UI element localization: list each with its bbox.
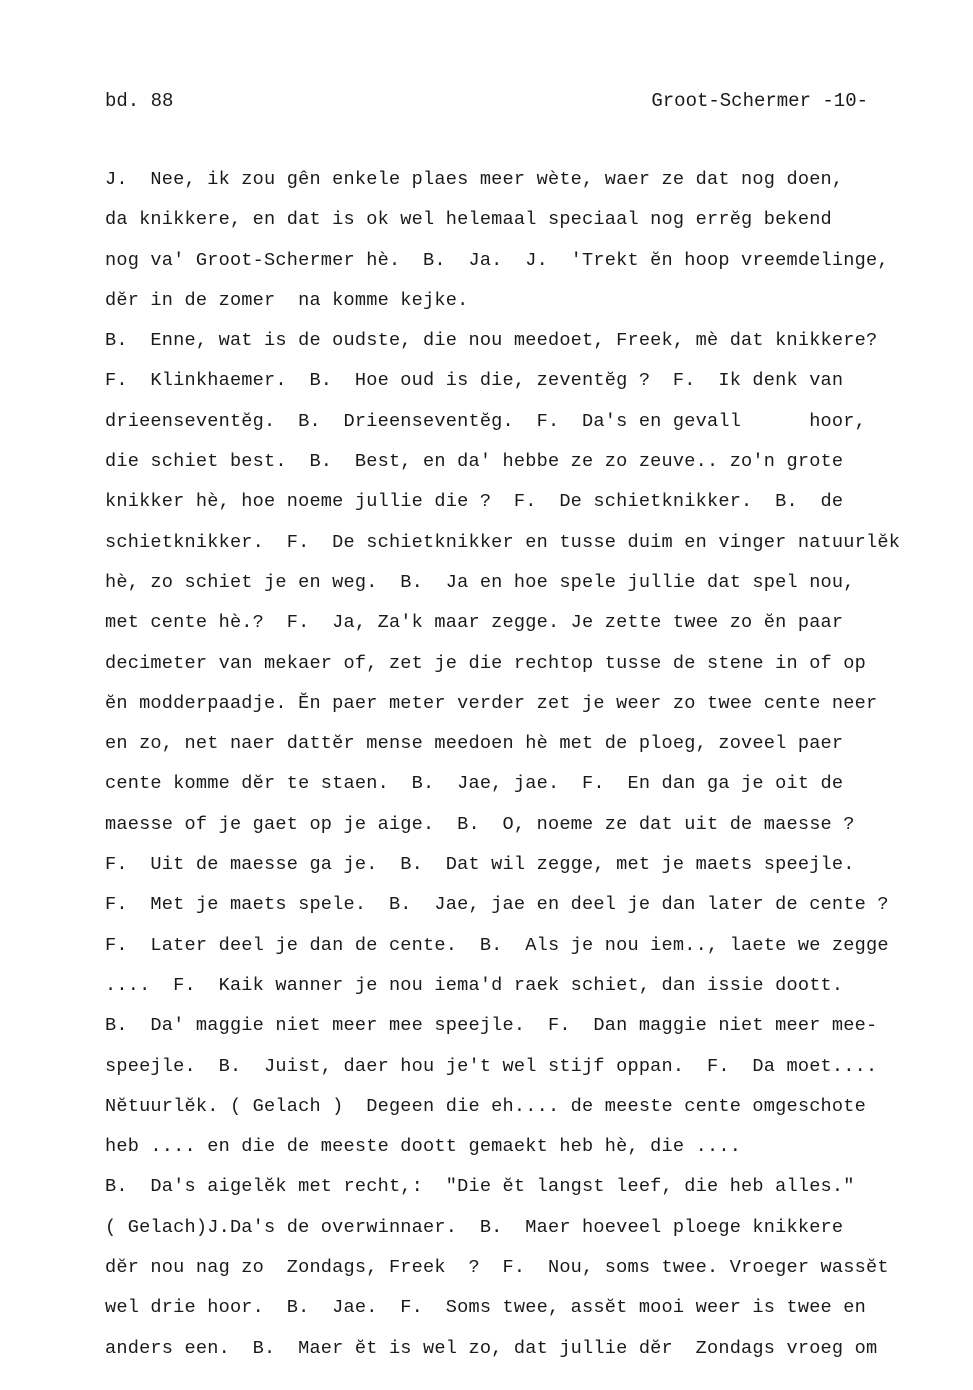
text-line: J. Nee, ik zou gên enkele plaes meer wète, waer ze dat nog doen, <box>105 169 844 190</box>
text-line: cente komme dĕr te staen. B. Jae, jae. F. En dan ga je oit de <box>105 773 844 795</box>
text-line: B. Da' maggie niet meer mee speejle. F. Dan maggie niet meer mee- <box>105 1015 878 1037</box>
text-line: dĕr nou nag zo Zondags, Freek ? F. Nou, soms twee. Vroeger wassĕt <box>105 1257 889 1279</box>
text-line: B. Da's aigelĕk met recht,: "Die ĕt langst leef, die heb alles." <box>105 1176 855 1198</box>
volume-label: bd. 88 <box>105 90 174 112</box>
text-line: schietknikker. F. De schietknikker en tusse duim en vinger natuurlĕk <box>105 531 901 553</box>
text-line: da knikkere, en dat is ok wel helemaal speciaal nog errĕg bekend <box>105 209 832 231</box>
text-line: nog va' Groot-Schermer hè. B. Ja. J. 'Trekt ĕn hoop vreemdelinge, <box>105 249 889 271</box>
text-line: dĕr in de zomer na komme kejke. <box>105 289 469 311</box>
text-line: F. Uit de maesse ga je. B. Dat wil zegge, met je maets speejle. <box>105 854 855 876</box>
page-title: Groot-Schermer -10- <box>651 90 868 112</box>
text-line: heb .... en die de meeste doott gemaekt heb hè, die .... <box>105 1136 742 1158</box>
text-line: ( Gelach)J.Da's de overwinnaer. B. Maer hoeveel ploege knikkere <box>105 1216 844 1238</box>
text-line: en zo, net naer dattĕr mense meedoen hè met de ploeg, zoveel paer <box>105 733 844 755</box>
text-line: decimeter van mekaer of, zet je die rechtop tusse de stene in of op <box>105 652 866 674</box>
text-line: F. Later deel je dan de cente. B. Als je nou iem.., laete we zegge <box>105 934 889 956</box>
text-line: drieenseventĕg. B. Drieenseventĕg. F. Da's en gevall hoor, <box>105 410 866 432</box>
text-line: B. Enne, wat is de oudste, die nou meedoet, Freek, mè dat knikkere? <box>105 330 878 352</box>
text-line: wel drie hoor. B. Jae. F. Soms twee, assĕt mooi weer is twee en <box>105 1297 866 1319</box>
text-line: F. Met je maets spele. B. Jae, jae en deel je dan later de cente ? <box>105 894 889 916</box>
text-line: Nĕtuurlĕk. ( Gelach ) Degeen die eh.... de meeste cente omgeschote <box>105 1095 866 1117</box>
text-line: .... F. Kaik wanner je nou iema'd raek schiet, dan issie doott. <box>105 974 844 996</box>
text-line: ĕn modderpaadje. Ĕn paer meter verder zet je weer zo twee cente neer <box>105 692 878 714</box>
text-line: maesse of je gaet op je aige. B. O, noeme ze dat uit de maesse ? <box>105 813 855 835</box>
text-line: anders een. B. Maer ĕt is wel zo, dat jullie dĕr Zondags vroeg om <box>105 1337 878 1359</box>
page-header <box>105 90 868 118</box>
text-line: met cente hè.? F. Ja, Za'k maar zegge. Je zette twee zo ĕn paar <box>105 612 844 634</box>
text-line: speejle. B. Juist, daer hou je't wel stijf oppan. F. Da moet.... <box>105 1055 878 1077</box>
transcript-body <box>105 160 965 1369</box>
text-line: die schiet best. B. Best, en da' hebbe ze zo zeuve.. zo'n grote <box>105 451 844 473</box>
text-line: F. Klinkhaemer. B. Hoe oud is die, zeventĕg ? F. Ik denk van <box>105 370 844 392</box>
text-line: hè, zo schiet je en weg. B. Ja en hoe spele jullie dat spel nou, <box>105 571 855 593</box>
text-line: knikker hè, hoe noeme jullie die ? F. De schietknikker. B. de <box>105 491 844 513</box>
